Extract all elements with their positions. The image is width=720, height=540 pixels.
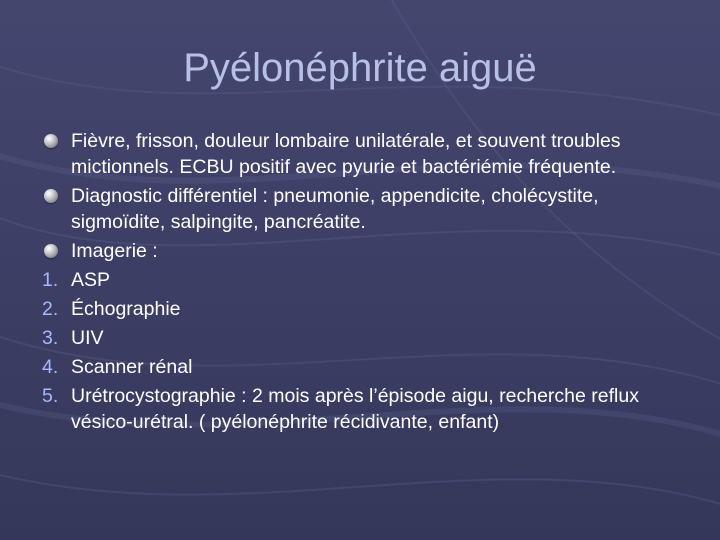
numbered-text: Échographie <box>71 298 181 320</box>
slide-content <box>42 128 682 438</box>
round-bullet-icon <box>44 134 58 148</box>
number-marker: 4. <box>42 356 59 378</box>
bullet-text: Diagnostic différentiel : pneumonie, appendicite, cholécystite, sigmoïdite, salpingite, pancréatite. <box>71 185 599 233</box>
bullet-item <box>42 183 682 235</box>
numbered-item <box>42 267 682 293</box>
bullet-item <box>42 238 682 264</box>
numbered-item <box>42 296 682 322</box>
bullet-item <box>42 128 682 180</box>
bullet-text: Imagerie : <box>71 240 158 262</box>
numbered-list <box>42 267 682 435</box>
numbered-text: ASP <box>71 269 111 291</box>
numbered-item <box>42 383 682 435</box>
numbered-text: UIV <box>71 327 104 349</box>
numbered-item <box>42 325 682 351</box>
number-marker: 5. <box>42 385 59 407</box>
slide-title: Pyélonéphrite aiguë <box>183 46 537 90</box>
bullet-text: Fièvre, frisson, douleur lombaire unilatérale, et souvent troubles mictionnels. ECBU positif avec pyurie et bactériémie fréquente. <box>71 130 621 178</box>
number-marker: 1. <box>42 269 59 291</box>
round-bullet-icon <box>44 189 58 203</box>
numbered-item <box>42 354 682 380</box>
bullet-list <box>42 128 682 264</box>
numbered-text: Urétrocystographie : 2 mois après l’épisode aigu, recherche reflux vésico-urétral. ( pyélonéphrite récidivante, enfant) <box>71 385 639 433</box>
number-marker: 3. <box>42 327 59 349</box>
numbered-text: Scanner rénal <box>71 356 193 378</box>
number-marker: 2. <box>42 298 59 320</box>
round-bullet-icon <box>44 244 58 258</box>
